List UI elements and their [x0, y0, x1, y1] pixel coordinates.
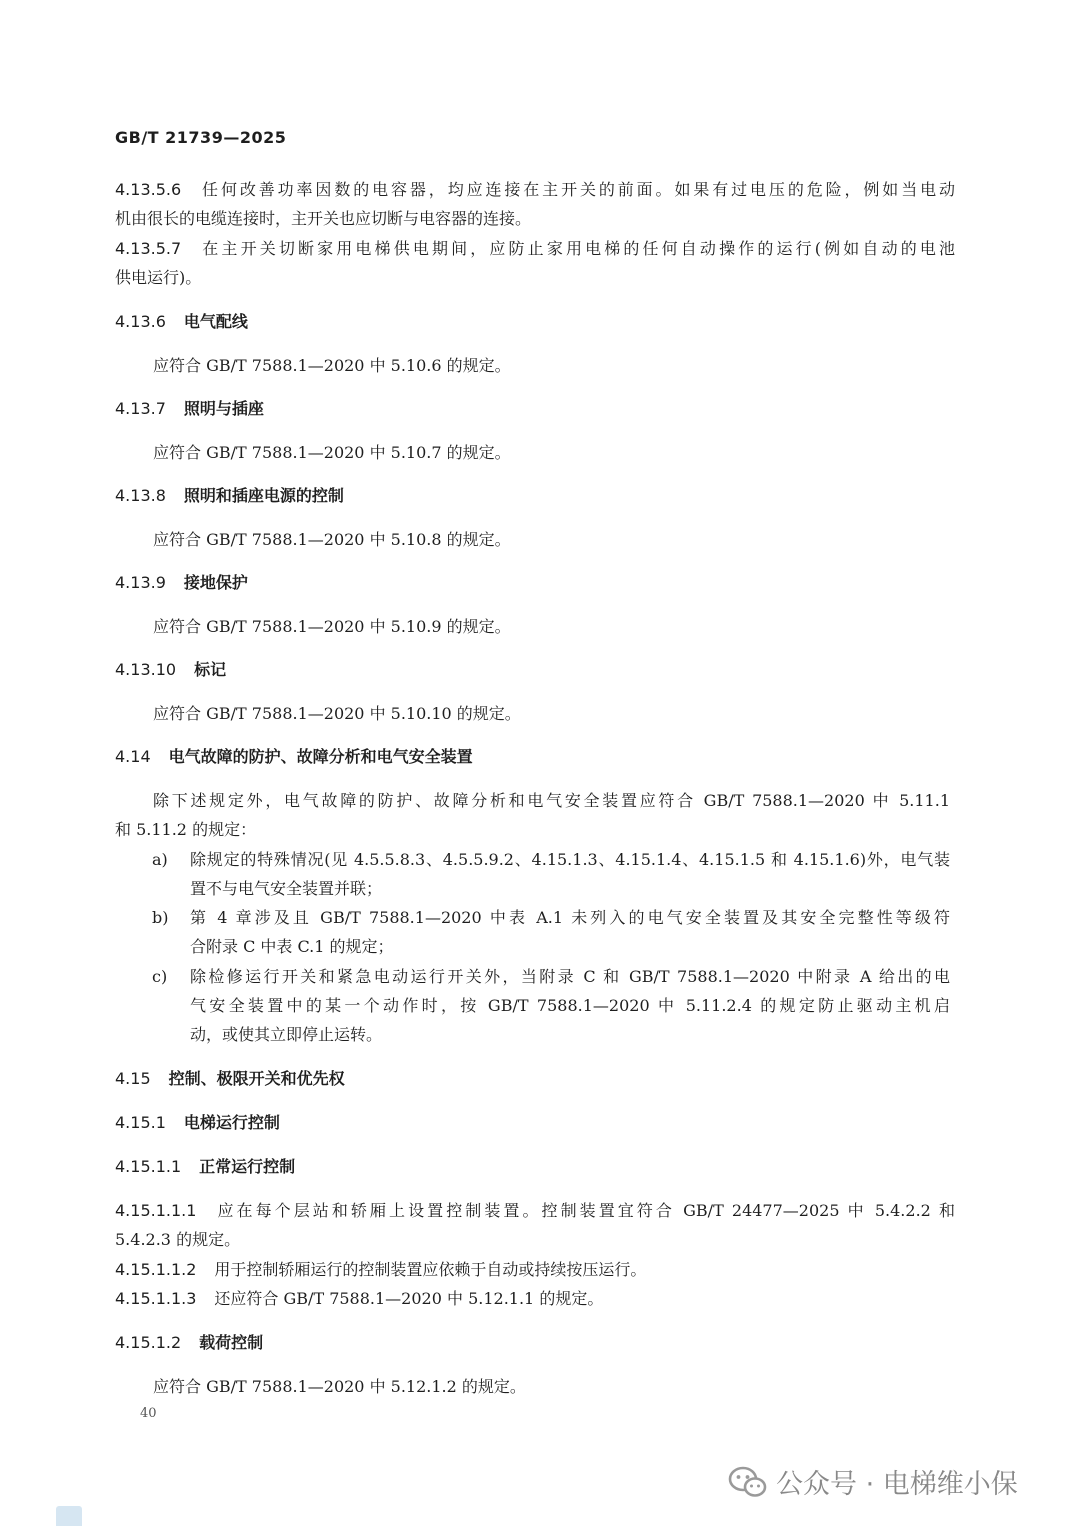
- clause-number: 4.15.1.1.2: [115, 1260, 197, 1279]
- section-title: 标记: [194, 660, 227, 679]
- clause-line: 供电运行)。: [115, 268, 202, 287]
- section-heading: [115, 312, 955, 332]
- section-heading: [115, 1333, 955, 1353]
- clause-line: 机由很长的电缆连接时，主开关也应切断与电容器的连接。: [115, 209, 532, 228]
- section-number: 4.15.1.1: [115, 1157, 182, 1176]
- clause-text: 还应符合 GB/T 7588.1—2020 中 5.12.1.1 的规定。: [214, 1289, 604, 1308]
- section-heading: [115, 399, 955, 419]
- section-title: 电气配线: [183, 312, 248, 331]
- list-text: 置不与电气安全装置并联；: [190, 879, 383, 898]
- list-label: c): [152, 967, 168, 986]
- body-text: 除下述规定外，电气故障的防护、故障分析和电气安全装置应符合 GB/T 7588.1—2020 中 5.11.1: [153, 791, 950, 810]
- body-text: 和 5.11.2 的规定：: [115, 820, 257, 839]
- clause-line: [115, 1260, 955, 1280]
- corner-badge: [56, 1506, 82, 1526]
- section-number: 4.13.10: [115, 660, 177, 679]
- clause-text: 应在每个层站和轿厢上设置控制装置。控制装置宜符合 GB/T 24477—2025 中 5.4.2.2 和: [214, 1201, 955, 1220]
- section-title: 电梯运行控制: [183, 1113, 280, 1132]
- clause-text: 用于控制轿厢运行的控制装置应依赖于自动或持续按压运行。: [214, 1260, 647, 1279]
- section-number: 4.13.7: [115, 399, 166, 418]
- section-heading: [115, 486, 955, 506]
- section-heading: [115, 573, 955, 593]
- list-item: [152, 967, 950, 987]
- clause-number: 4.15.1.1.3: [115, 1289, 197, 1308]
- section-title: 正常运行控制: [199, 1157, 296, 1176]
- clause-line: [115, 1201, 955, 1221]
- section-title: 照明与插座: [183, 399, 264, 418]
- list-text: 动，或使其立即停止运转。: [190, 1025, 383, 1044]
- section-title: 电气故障的防护、故障分析和电气安全装置: [168, 747, 473, 766]
- body-text: 应符合 GB/T 7588.1—2020 中 5.10.10 的规定。: [153, 704, 521, 723]
- section-number: 4.13.6: [115, 312, 166, 331]
- clause-line: [115, 239, 955, 259]
- section-heading: [115, 1113, 955, 1133]
- page-number: 40: [140, 1406, 157, 1421]
- watermark: [728, 1462, 1018, 1501]
- clause-text: 任何改善功率因数的电容器，均应连接在主开关的前面。如果有过电压的危险，例如当电动: [199, 180, 955, 199]
- clause-line: 5.4.2.3 的规定。: [115, 1230, 241, 1249]
- section-heading: [115, 1069, 955, 1089]
- body-text: 应符合 GB/T 7588.1—2020 中 5.12.1.2 的规定。: [153, 1377, 526, 1396]
- section-number: 4.13.9: [115, 573, 166, 592]
- list-text: 除规定的特殊情况(见 4.5.5.8.3、4.5.5.9.2、4.15.1.3、4.15.1.4、4.15.1.5 和 4.15.1.6)外，电气装: [190, 850, 950, 869]
- clause-number: 4.13.5.6: [115, 180, 182, 199]
- section-heading: [115, 1157, 955, 1177]
- clause-text: 在主开关切断家用电梯供电期间，应防止家用电梯的任何自动操作的运行(例如自动的电池: [199, 239, 955, 258]
- body-text: 应符合 GB/T 7588.1—2020 中 5.10.8 的规定。: [153, 530, 511, 549]
- section-number: 4.15.1: [115, 1113, 166, 1132]
- watermark-text: 公众号 · 电梯维小保: [776, 1469, 1018, 1500]
- list-item: [152, 908, 950, 928]
- section-heading: [115, 660, 955, 680]
- clause-line: [115, 180, 955, 200]
- list-text: 合附录 C 中表 C.1 的规定；: [190, 937, 394, 956]
- list-text: 第 4 章涉及且 GB/T 7588.1—2020 中表 A.1 未列入的电气安全装置及其安全完整性等级符: [190, 908, 950, 927]
- section-title: 照明和插座电源的控制: [183, 486, 344, 505]
- clause-number: 4.15.1.1.1: [115, 1201, 197, 1220]
- list-label: a): [152, 850, 168, 869]
- section-number: 4.15.1.2: [115, 1333, 182, 1352]
- clause-number: 4.13.5.7: [115, 239, 182, 258]
- body-text: 应符合 GB/T 7588.1—2020 中 5.10.6 的规定。: [153, 356, 511, 375]
- list-text: 除检修运行开关和紧急电动运行开关外，当附录 C 和 GB/T 7588.1—2020 中附录 A 给出的电: [190, 967, 950, 986]
- section-title: 载荷控制: [199, 1333, 264, 1352]
- section-number: 4.15: [115, 1069, 151, 1088]
- section-heading: [115, 747, 955, 767]
- list-item: [152, 850, 950, 870]
- list-label: b): [152, 908, 169, 927]
- clause-line: [115, 1289, 955, 1309]
- standard-header: GB/T 21739—2025: [115, 128, 287, 147]
- section-title: 控制、极限开关和优先权: [168, 1069, 345, 1088]
- section-number: 4.14: [115, 747, 151, 766]
- section-number: 4.13.8: [115, 486, 166, 505]
- wechat-icon: [728, 1465, 768, 1499]
- body-text: 应符合 GB/T 7588.1—2020 中 5.10.7 的规定。: [153, 443, 511, 462]
- section-title: 接地保护: [183, 573, 248, 592]
- body-text: 应符合 GB/T 7588.1—2020 中 5.10.9 的规定。: [153, 617, 511, 636]
- list-text: 气安全装置中的某一个动作时，按 GB/T 7588.1—2020 中 5.11.2.4 的规定防止驱动主机启: [190, 996, 950, 1015]
